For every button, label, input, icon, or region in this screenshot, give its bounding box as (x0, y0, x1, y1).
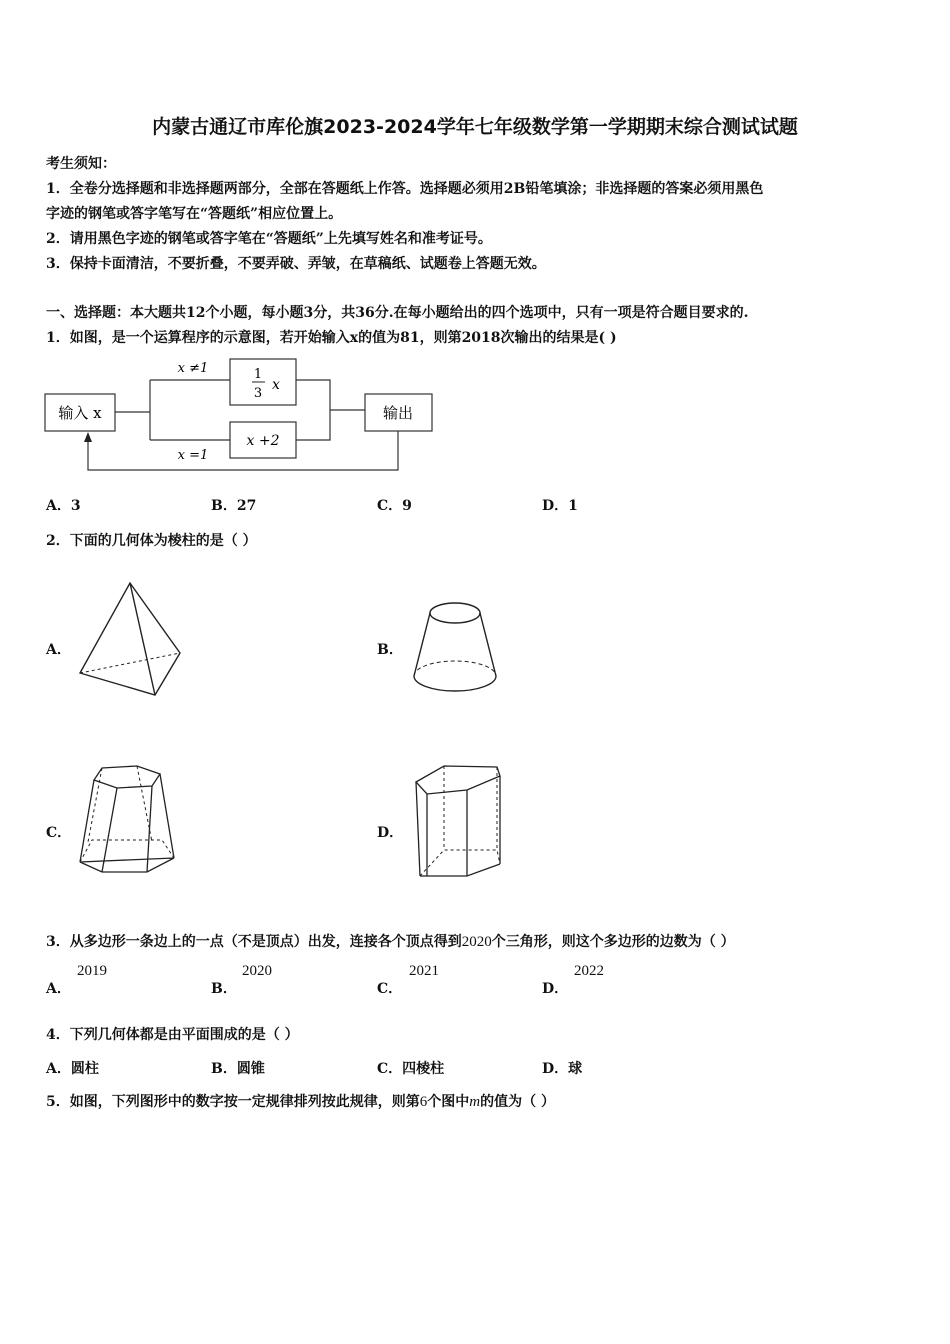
notice-heading: 考生须知： (46, 156, 116, 172)
q1-stem: 1．如图，是一个运算程序的示意图，若开始输入x的值为81，则第2018次输出的结果是( ) (46, 330, 617, 346)
q4-option-d[interactable]: D．球 (542, 1061, 583, 1077)
fraction-var: x (272, 377, 280, 393)
q3-stem (46, 931, 735, 951)
octagonal-frustum-figure (72, 762, 187, 880)
q2-stem: 2．下面的几何体为棱柱的是（ ） (46, 533, 257, 549)
q1-flowchart-diagram (40, 352, 440, 477)
q3-stem-part-b: 个三角形，则这个多边形的边数为（ ） (491, 934, 735, 950)
q5-stem-variable: m (469, 1094, 481, 1110)
q4-stem: 4．下列几何体都是由平面围成的是（ ） (46, 1027, 299, 1043)
q3-option-b[interactable]: B． (211, 981, 237, 997)
q4-option-a[interactable]: A．圆柱 (46, 1061, 99, 1077)
q1-option-d[interactable]: D．1 (542, 498, 578, 514)
q2-option-a[interactable]: A． (46, 642, 71, 658)
q1-option-c[interactable]: C．9 (377, 498, 412, 514)
output-label: 输出 (382, 404, 414, 422)
q3-value-d: 2022 (574, 963, 604, 979)
q3-stem-part-a: 3．从多边形一条边上的一点（不是顶点）出发，连接各个顶点得到 (46, 934, 462, 950)
q3-value-b: 2020 (242, 963, 272, 979)
q2-option-c[interactable]: C． (46, 825, 72, 841)
page-title: 内蒙古通辽市库伦旗2023-2024学年七年级数学第一学期期末综合测试试题 (152, 116, 798, 138)
q3-value-c: 2021 (409, 963, 439, 979)
plus-two-label: x +2 (246, 433, 280, 449)
frustum-cone-figure (408, 598, 503, 698)
q3-stem-number: 2020 (461, 934, 492, 950)
section-heading: 一、选择题：本大题共12个小题，每小题3分，共36分.在每小题给出的四个选项中，只有一项是符合题目要求的. (46, 305, 749, 321)
q5-stem-part-b: 个图中 (427, 1094, 470, 1110)
q3-option-a[interactable]: A． (46, 981, 71, 997)
notice-item-1b: 字迹的钢笔或答字笔写在“答题纸”相应位置上。 (46, 206, 343, 222)
notice-item-3: 3．保持卡面清洁，不要折叠，不要弄破、弄皱，在草稿纸、试题卷上答题无效。 (46, 256, 546, 272)
input-label: 输入 x (58, 404, 102, 422)
q3-option-d[interactable]: D． (542, 981, 569, 997)
q3-value-a: 2019 (77, 963, 107, 979)
q1-option-a[interactable]: A．3 (46, 498, 81, 514)
tetrahedron-figure (75, 578, 190, 700)
q3-option-c[interactable]: C． (377, 981, 403, 997)
condition-bottom: x =1 (177, 448, 209, 463)
fraction-denominator: 3 (253, 386, 263, 401)
hexagonal-prism-figure (412, 760, 507, 882)
q5-stem-part-c: 的值为（ ） (480, 1094, 555, 1110)
q5-stem-number: 6 (419, 1094, 428, 1110)
notice-item-2: 2．请用黑色字迹的钢笔或答字笔在“答题纸”上先填写姓名和准考证号。 (46, 231, 492, 247)
q2-option-b[interactable]: B． (377, 642, 403, 658)
q4-option-c[interactable]: C．四棱柱 (377, 1061, 445, 1077)
q2-option-d[interactable]: D． (377, 825, 404, 841)
q1-option-b[interactable]: B．27 (211, 498, 257, 514)
q5-stem (46, 1091, 555, 1111)
condition-top: x ≠1 (177, 361, 209, 376)
q4-option-b[interactable]: B．圆锥 (211, 1061, 265, 1077)
q5-stem-part-a: 5．如图，下列图形中的数字按一定规律排列按此规律，则第 (46, 1094, 420, 1110)
fraction-numerator: 1 (253, 367, 263, 382)
notice-item-1a: 1．全卷分选择题和非选择题两部分，全部在答题纸上作答。选择题必须用2B铅笔填涂；非选择题的答案必须用黑色 (46, 181, 764, 197)
